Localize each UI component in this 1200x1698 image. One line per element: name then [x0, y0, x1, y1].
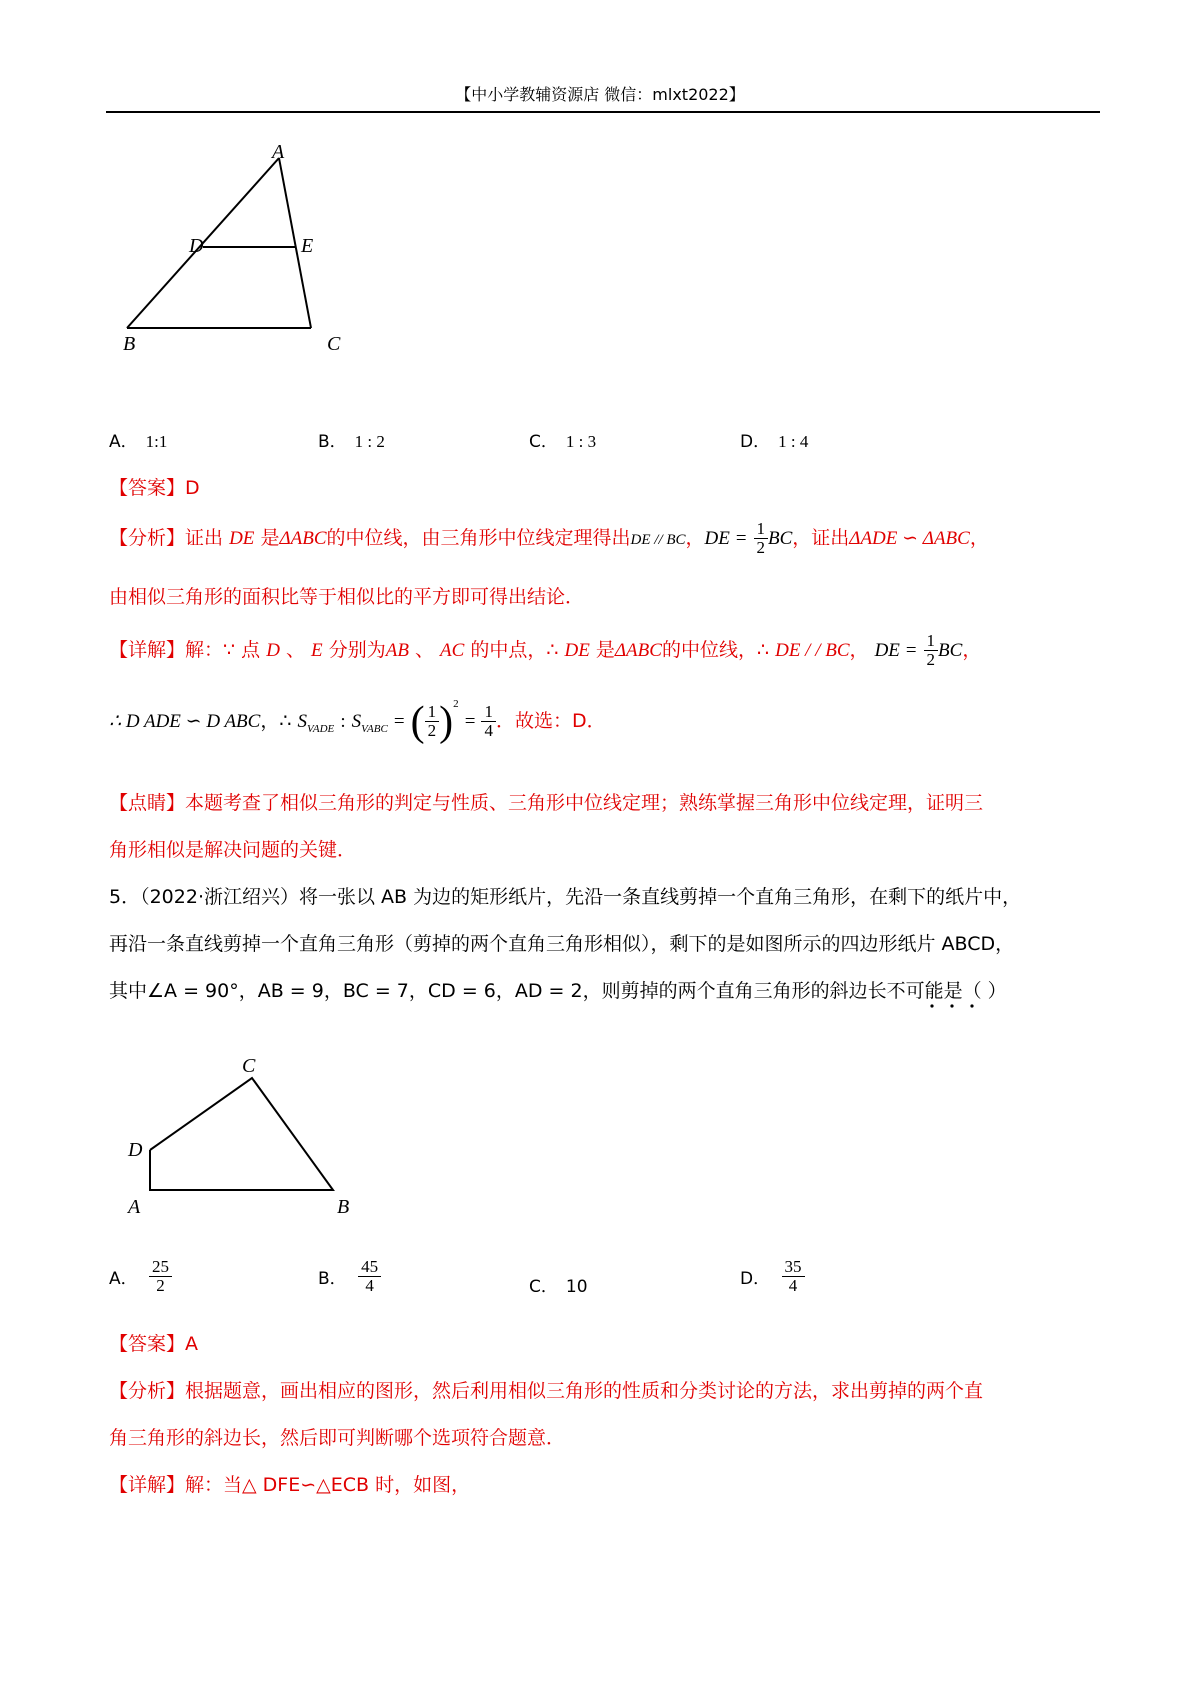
triangle-figure — [115, 140, 365, 355]
quadrilateral-figure — [115, 1050, 365, 1225]
q4-comment-line2: 角形相似是解决问题的关键． — [109, 839, 357, 861]
q5-detail: 【详解】解：当△ DFE∽△ECB 时，如图， — [109, 1474, 471, 1496]
q5-line2: 再沿一条直线剪掉一个直角三角形（剪掉的两个直角三角形相似），剩下的是如图所示的四边形纸片 ABCD， — [109, 933, 1015, 955]
label-d: D — [189, 235, 204, 257]
label-d: D — [128, 1139, 143, 1161]
label-a: A — [272, 141, 285, 163]
header-rule — [106, 111, 1100, 113]
choice-d: D． 1 : 4 — [740, 432, 809, 452]
choice-c: C． 1 : 3 — [529, 432, 597, 452]
q5-choice-d: D． $\frac{35}{4}$ — [740, 1258, 805, 1295]
label-b: B — [337, 1196, 350, 1218]
emphasis-dots — [925, 1002, 985, 1012]
q4-comment-line1: 【点睛】本题考查了相似三角形的判定与性质、三角形中位线定理；熟练掌握三角形中位线定理，证明三 — [109, 792, 984, 814]
choice-a: A． 1:1 — [109, 432, 168, 452]
label-c: C — [327, 333, 341, 355]
q5-analysis-line1: 【分析】根据题意，画出相应的图形，然后利用相似三角形的性质和分类讨论的方法，求出剪掉的两个直 — [109, 1380, 984, 1402]
label-e: E — [301, 235, 314, 257]
label-a: A — [128, 1196, 141, 1218]
q4-analysis-line1: 【分析】证出 DE 是ΔABC的中位线，由三角形中位线定理得出DE // BC，DE = $\frac{1}{2}$ BC，证出ΔADE ∽ ΔABC， — [109, 519, 989, 557]
choice-b: B． 1 : 2 — [318, 432, 385, 452]
page-header: 【中小学教辅资源店 微信：mlxt2022】 — [455, 85, 745, 104]
q5-line1: 5．（2022·浙江绍兴）将一张以 AB 为边的矩形纸片，先沿一条直线剪掉一个直角三角形，在剩下的纸片中， — [109, 886, 1022, 908]
q5-choice-a: A． $\frac{25}{2}$ — [109, 1258, 172, 1295]
q5-analysis-line2: 角三角形的斜边长，然后即可判断哪个选项符合题意． — [109, 1427, 566, 1449]
q4-analysis-line2: 由相似三角形的面积比等于相似比的平方即可得出结论． — [109, 586, 585, 608]
q4-detail-line1: 【详解】解：∵ 点 D 、 E 分别为AB 、 AC 的中点，∴ DE 是ΔABC的中位线，∴ DE / / BC， DE = $\frac{1}{2}$ BC， — [109, 631, 982, 669]
label-c: C — [242, 1055, 256, 1077]
q4-answer: 【答案】D — [109, 477, 200, 499]
q4-detail-line2: ∴ D ADE ∽ D ABC，∴ $S_{VADE}$ : $S_{VABC}$ = ( $\frac{1}{2}$ )$^2$ = $\frac{1}{4}$ ．故选：D． — [109, 698, 606, 745]
q5-line3: 其中∠A = 90°，AB = 9，BC = 7，CD = 6，AD = 2，则剪掉的两个直角三角形的斜边长不可能是（ ） — [109, 980, 1007, 1002]
q5-choice-c: C． 10 — [529, 1277, 588, 1297]
q5-choice-b: B． $\frac{45}{4}$ — [318, 1258, 381, 1295]
label-b: B — [123, 333, 136, 355]
q5-answer: 【答案】A — [109, 1333, 199, 1355]
